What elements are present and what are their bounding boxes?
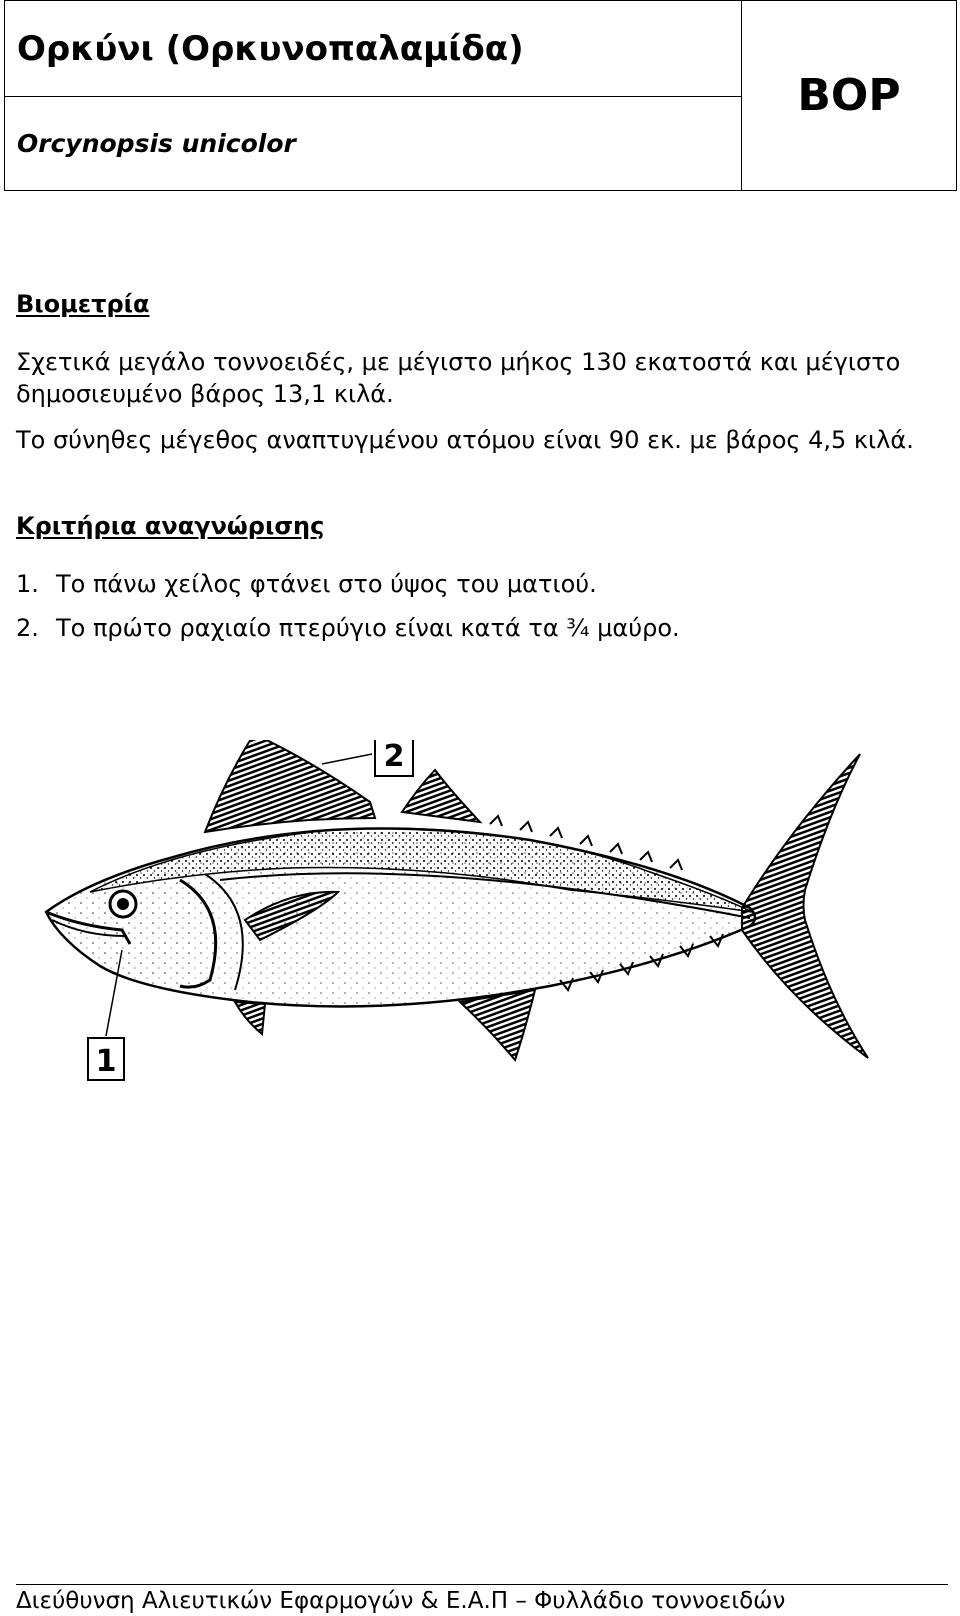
identification-item-2 (16, 614, 680, 642)
fish-illustration (30, 740, 930, 1160)
biometry-paragraph-2: Το σύνηθες μέγεθος αναπτυγμένου ατόμου είναι 90 εκ. με βάρος 4,5 κιλά. (16, 426, 914, 454)
second-dorsal-fin (402, 770, 480, 822)
callout-1-label: 1 (95, 1044, 117, 1079)
identification-item-text: Το πάνω χείλος φτάνει στο ύψος του ματιού. (56, 570, 597, 598)
identification-heading: Κριτήρια αναγνώρισης (16, 512, 325, 540)
biometry-paragraph-1: Σχετικά μεγάλο τοννοειδές, με μέγιστο μήκος 130 εκατοστά και μέγιστο δημοσιευμένο βάρος 13,1 κιλά. (16, 348, 901, 408)
identification-item-1 (16, 570, 597, 598)
scientific-name: Orcynopsis unicolor (17, 129, 296, 158)
header-table (4, 0, 957, 191)
footer-text: Διεύθυνση Αλιευτικών Εφαρμογών & Ε.Α.Π – Φυλλάδιο τοννοειδών (16, 1588, 786, 1614)
anal-fin (460, 990, 535, 1060)
species-code: BOP (797, 70, 901, 121)
common-name: Ορκύνι (Ορκυνοπαλαμίδα) (5, 1, 741, 97)
callout-2-label: 2 (383, 740, 405, 774)
identification-item-number: 2. (16, 614, 39, 642)
header-names (5, 1, 742, 190)
first-dorsal-fin (205, 740, 375, 832)
identification-item-number: 1. (16, 570, 39, 598)
biometry-heading: Βιομετρία (16, 290, 150, 318)
identification-item-text: Το πρώτο ραχιαίο πτερύγιο είναι κατά τα ¾ μαύρο. (56, 614, 680, 642)
pelvic-fin (235, 1002, 265, 1034)
caudal-fin (742, 754, 868, 1058)
footer-rule (16, 1584, 948, 1585)
